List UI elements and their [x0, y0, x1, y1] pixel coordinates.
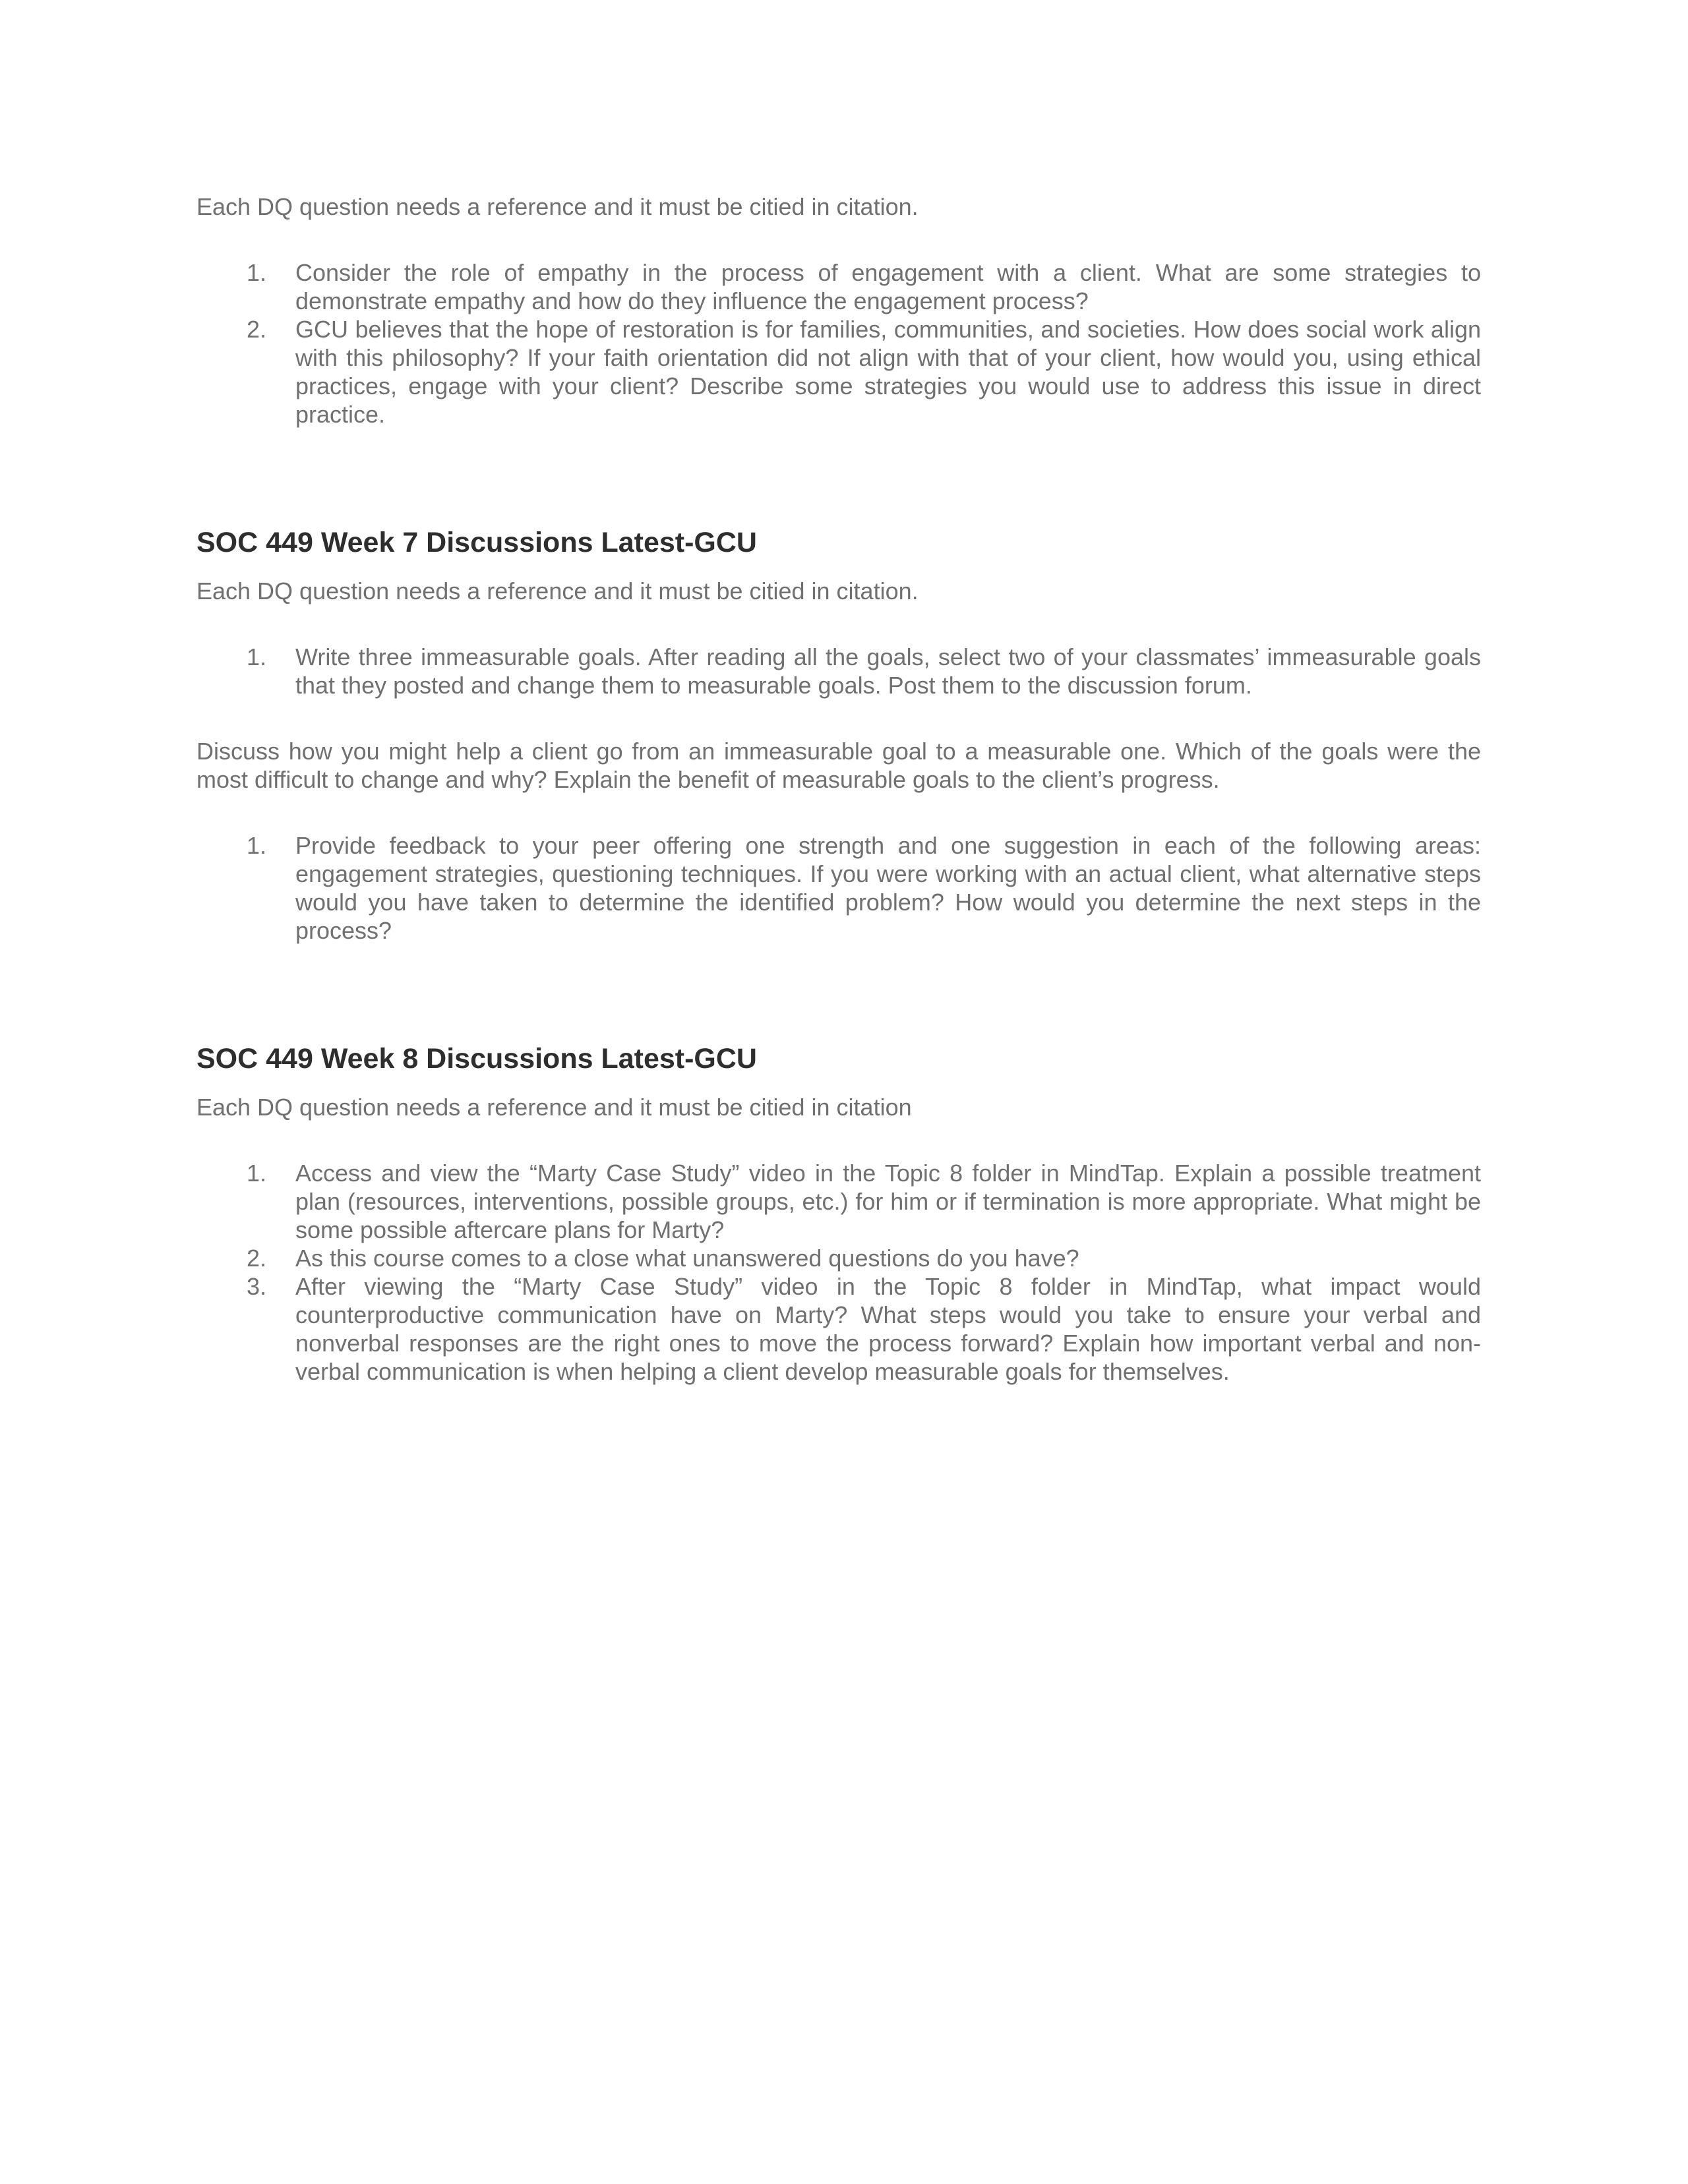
week8-heading: SOC 449 Week 8 Discussions Latest-GCU [196, 1043, 757, 1075]
list-item-text: Write three immeasurable goals. After reading all the goals, select two of your classmates’ immeasurable goals that they posted and change them to measurable goals. Post them to the discussion forum. [295, 643, 1481, 699]
week7-question-list [196, 643, 1481, 699]
list-item-text: Consider the role of empathy in the process of engagement with a client. What are some strategies to demonstrate empathy and how do they influence the engagement process? [295, 259, 1481, 314]
list-item [196, 315, 1481, 428]
week7-feedback-list [196, 831, 1481, 945]
list-item-text: After viewing the “Marty Case Study” video in the Topic 8 folder in MindTap, what impact would counterproductive communication have on Marty? What steps would you take to ensure your verbal and nonverbal responses are the right ones to move the process forward? Explain how important verbal and non-verbal communication is when helping a client develop measurable goals for themselves. [295, 1273, 1481, 1385]
list-item-text: Provide feedback to your peer offering one strength and one suggestion in each of the following areas: engagement strategies, questioning techniques. If you were working with an actual client, what alternative steps would you have taken to determine the identified problem? How would you determine the next steps in the process? [295, 832, 1481, 944]
list-item [196, 643, 1481, 699]
list-item [196, 1159, 1481, 1244]
week7-paragraph: Discuss how you might help a client go from an immeasurable goal to a measurable one. Which of the goals were the most difficult to change and why? Explain the benefit of measurable goals to the client’s progress. [196, 738, 1481, 793]
list-item [196, 1244, 1481, 1272]
list-item-text: As this course comes to a close what unanswered questions do you have? [295, 1245, 1079, 1272]
week7-heading: SOC 449 Week 7 Discussions Latest-GCU [196, 527, 757, 558]
list-item [196, 831, 1481, 945]
document-page [196, 192, 1481, 1386]
list-item-number: 1. [247, 643, 267, 670]
list-item-number: 1. [247, 259, 267, 286]
list-item-number: 3. [247, 1273, 267, 1300]
list-item [196, 1272, 1481, 1386]
intro-question-list [196, 258, 1481, 428]
week7-reference-note: Each DQ question needs a reference and it must be citied in citation. [196, 577, 919, 605]
list-item-number: 2. [247, 316, 267, 343]
week8-question-list [196, 1159, 1481, 1386]
week8-reference-note: Each DQ question needs a reference and it must be citied in citation [196, 1094, 912, 1121]
list-item-text: Access and view the “Marty Case Study” video in the Topic 8 folder in MindTap. Explain a possible treatment plan (resources, interventions, possible groups, etc.) for him or if termination is more appropriate. What might be some possible aftercare plans for Marty? [295, 1160, 1481, 1243]
list-item-number: 2. [247, 1245, 267, 1272]
list-item [196, 258, 1481, 315]
intro-reference-note: Each DQ question needs a reference and it must be citied in citation. [196, 193, 919, 220]
list-item-number: 1. [247, 1160, 267, 1187]
list-item-number: 1. [247, 832, 267, 859]
list-item-text: GCU believes that the hope of restoration is for families, communities, and societies. How does social work align with this philosophy? If your faith orientation did not align with that of your client, how would you, using ethical practices, engage with your client? Describe some strategies you would use to address this issue in direct practice. [295, 316, 1481, 428]
